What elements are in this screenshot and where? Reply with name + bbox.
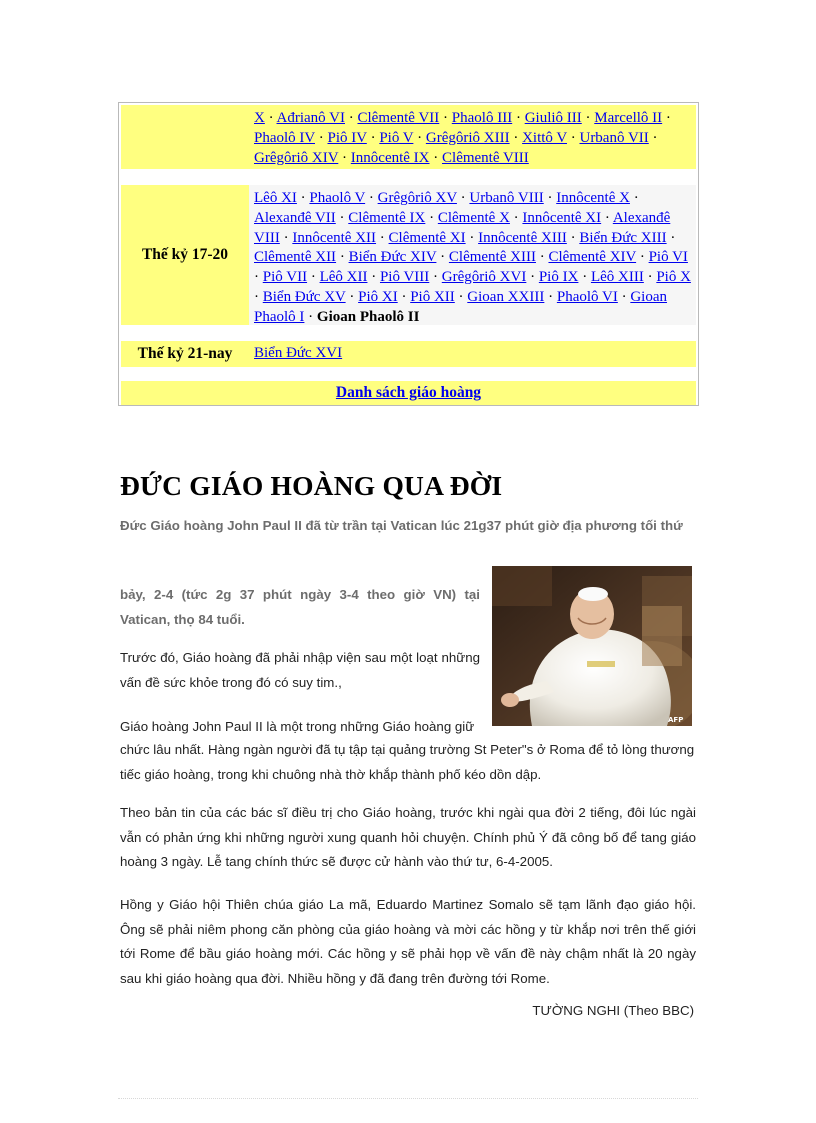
pope-link[interactable]: Grêgôriô XV xyxy=(377,190,457,206)
pope-link[interactable]: Clêmentê VIII xyxy=(442,149,529,166)
pope-link[interactable]: Innôcentê XIII xyxy=(478,229,567,246)
nav-row-17-20-century xyxy=(121,185,696,325)
nav-row-label-empty xyxy=(121,105,249,169)
nav-row-21-century xyxy=(121,341,696,367)
link-separator: · xyxy=(601,209,613,226)
pope-link[interactable]: Piô X xyxy=(656,269,691,286)
pope-link[interactable]: Piô IV xyxy=(327,129,367,146)
link-separator: · xyxy=(397,288,411,305)
pope-link[interactable]: Clêmentê XIII xyxy=(448,249,536,266)
link-separator: · xyxy=(344,110,358,126)
link-separator: · xyxy=(439,110,452,126)
link-separator: · xyxy=(543,190,557,206)
pope-link[interactable]: Biển Đức XVI xyxy=(254,345,343,361)
pope-link[interactable]: Grêgôriô XVI xyxy=(441,269,527,286)
link-separator: · xyxy=(429,149,443,166)
pope-link[interactable]: Piô VI xyxy=(648,249,688,266)
article-lead-line: Đức Giáo hoàng John Paul II đã từ trần tại Vatican lúc 21g37 phút giờ địa phương tối thứ xyxy=(120,518,683,533)
popes-navigation-table xyxy=(118,102,699,406)
popes-list-link[interactable]: Danh sách giáo hoàng xyxy=(335,384,482,401)
link-separator: · xyxy=(345,288,359,305)
pope-link[interactable]: Piô VIII xyxy=(379,269,430,286)
link-separator: · xyxy=(509,129,523,146)
pope-link[interactable]: Phaolô V xyxy=(309,190,366,206)
link-separator: · xyxy=(254,288,263,305)
article-paragraph-continuation: chức lâu nhất. Hàng ngàn người đã tụ tập tại quảng trường St Peter"s ở Roma để tỏ lòng thương tiếc giáo hoàng, trong khi chuông nhà thờ khắp thành phố kéo dồn dập. xyxy=(120,742,695,782)
link-separator: · xyxy=(617,288,631,305)
pope-link[interactable]: Piô V xyxy=(379,129,414,146)
link-separator: · xyxy=(454,288,468,305)
pope-link[interactable]: Lêô XI xyxy=(254,190,297,206)
pope-link[interactable]: Alexanđê VII xyxy=(254,209,336,226)
pope-link[interactable]: Innôcentê IX xyxy=(350,149,430,166)
pope-link[interactable]: Lêô XII xyxy=(319,269,368,286)
link-separator: · xyxy=(335,209,349,226)
link-separator: · xyxy=(367,269,380,286)
link-separator: · xyxy=(304,308,317,325)
link-separator: · xyxy=(512,110,525,126)
pope-link[interactable]: Piô XII xyxy=(410,288,455,305)
link-separator: · xyxy=(509,209,523,226)
nav-footer-row xyxy=(121,381,696,405)
nav-row-16th-century xyxy=(121,105,696,169)
pope-link[interactable]: Phaolô VI xyxy=(556,288,618,305)
link-separator: · xyxy=(629,190,639,206)
pope-link[interactable]: Biển Đức XIII xyxy=(579,229,667,246)
article-credit: TƯỜNG NGHI (Theo BBC) xyxy=(532,1003,694,1018)
article-paragraph: Trước đó, Giáo hoàng đã phải nhập viện sau một loạt những vấn đề sức khỏe trong đó có suy tim., xyxy=(120,650,480,690)
pope-link[interactable]: Giuliô III xyxy=(524,110,582,126)
pope-link[interactable]: Urbanô VIII xyxy=(469,190,544,206)
pope-link[interactable]: Grêgôriô XIII xyxy=(425,129,510,146)
link-separator: · xyxy=(425,209,438,226)
link-separator: · xyxy=(314,129,328,146)
link-separator: · xyxy=(566,129,580,146)
pope-link[interactable]: Marcellô II xyxy=(594,110,663,126)
link-separator: · xyxy=(456,190,470,206)
link-separator: · xyxy=(636,249,649,266)
link-separator: · xyxy=(307,269,320,286)
link-separator: · xyxy=(429,269,442,286)
article-paragraph: Hồng y Giáo hội Thiên chúa giáo La mã, Eduardo Martinez Somalo sẽ tạm lãnh đạo giáo hội. Ông sẽ phải niêm phong căn phòng của giáo hoàng và mời các hồng y từ khắp nơi trên thế giới tới Rome để bầu giáo hoàng mới. Các hồng y sẽ phải họp về vấn đề này chậm nhất là 20 ngày sau khi giáo hoàng qua đời. Nhiều hồng y đã đang trên đường tới Rome. xyxy=(120,897,696,986)
article-paragraph: Theo bản tin của các bác sĩ điều trị cho Giáo hoàng, trước khi ngài qua đời 2 tiếng, đôi lúc ngài vẫn có phản ứng khi những người xung quanh hỏi chuyện. Chính phủ Ý đã công bố để tang giáo hoàng 3 ngày. Lễ tang chính thức sẽ được cử hành vào thứ tư, 6-4-2005. xyxy=(120,805,696,869)
pope-link[interactable]: Piô VII xyxy=(262,269,308,286)
pope-link[interactable]: Gioan Phaolô I xyxy=(254,288,668,325)
pope-link[interactable]: Ađrianô VI xyxy=(276,110,345,126)
pope-link[interactable]: Clêmentê X xyxy=(437,209,510,226)
link-separator: · xyxy=(535,249,549,266)
pope-link[interactable]: Piô IX xyxy=(538,269,579,286)
pope-link[interactable]: Innôcentê X xyxy=(556,190,630,206)
link-separator: · xyxy=(336,249,349,266)
link-separator: · xyxy=(648,129,658,146)
link-separator: · xyxy=(413,129,426,146)
current-pope-label: Gioan Phaolô II xyxy=(316,308,420,325)
link-separator: · xyxy=(566,229,580,246)
pope-link[interactable]: Lêô XIII xyxy=(590,269,644,286)
nav-row-links xyxy=(249,185,696,325)
article-title: ĐỨC GIÁO HOÀNG QUA ĐỜI xyxy=(120,470,503,501)
link-separator: · xyxy=(366,129,380,146)
pope-link[interactable]: Phaolô IV xyxy=(254,129,315,146)
link-separator: · xyxy=(254,269,263,286)
pope-link[interactable]: Xittô V xyxy=(522,129,567,146)
pope-link[interactable]: Urbanô VII xyxy=(579,129,649,146)
pope-link[interactable]: Gioan XXIII xyxy=(467,288,545,305)
link-separator: · xyxy=(365,190,378,206)
nav-row-label: Thế kỷ 17-20 xyxy=(121,185,249,325)
pope-link[interactable]: Alexanđê VIII xyxy=(254,209,671,246)
pope-link[interactable]: Biển Đức XIV xyxy=(348,249,437,266)
pope-link[interactable]: Innôcentê XI xyxy=(522,209,602,226)
pope-link[interactable]: Biển Đức XV xyxy=(262,288,346,305)
pope-link[interactable]: Clêmentê XIV xyxy=(548,249,637,266)
pope-link[interactable]: Piô XI xyxy=(358,288,398,305)
link-separator: · xyxy=(376,229,389,246)
pope-link[interactable]: Grêgôriô XIV xyxy=(254,149,339,166)
nav-row-links xyxy=(249,105,696,169)
nav-row-label: Thế kỷ 21-nay xyxy=(121,341,249,367)
pope-link[interactable]: Clêmentê VII xyxy=(357,110,440,126)
link-separator: · xyxy=(338,149,351,166)
pope-link[interactable]: X xyxy=(254,110,265,126)
link-separator: · xyxy=(666,229,676,246)
pope-link[interactable]: Clêmentê XI xyxy=(388,229,466,246)
link-separator: · xyxy=(526,269,539,286)
link-separator: · xyxy=(581,110,595,126)
pope-link[interactable]: Innôcentê XII xyxy=(292,229,377,246)
nav-row-links xyxy=(249,341,696,367)
link-separator: · xyxy=(264,110,277,126)
link-separator: · xyxy=(465,229,479,246)
link-separator: · xyxy=(662,110,671,126)
pope-photo xyxy=(492,566,692,726)
pope-link[interactable]: Clêmentê XII xyxy=(254,249,337,266)
pope-link[interactable]: Clêmentê IX xyxy=(348,209,426,226)
link-separator: · xyxy=(279,229,293,246)
page-divider xyxy=(118,1098,698,1099)
link-separator: · xyxy=(296,190,310,206)
link-separator: · xyxy=(578,269,591,286)
link-separator: · xyxy=(643,269,657,286)
article-lead-continuation: bảy, 2-4 (tức 2g 37 phút ngày 3-4 theo giờ VN) tại Vatican, thọ 84 tuổi. xyxy=(120,587,480,627)
link-separator: · xyxy=(544,288,557,305)
afp-watermark: AFP xyxy=(668,716,684,724)
article-paragraph-start: Giáo hoàng John Paul II là một trong những Giáo hoàng giữ xyxy=(120,719,475,734)
pope-link[interactable]: Phaolô III xyxy=(451,110,513,126)
link-separator: · xyxy=(436,249,449,266)
